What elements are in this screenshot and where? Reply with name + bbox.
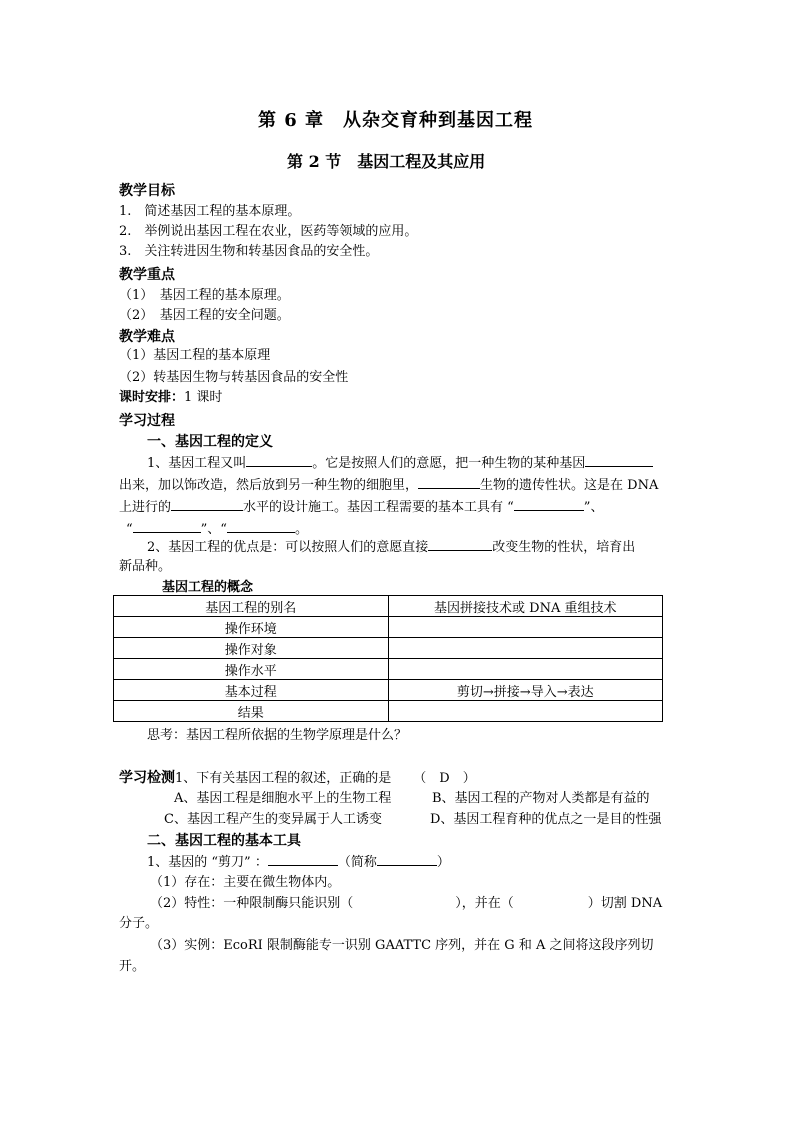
text-fragment: 改变生物的性状，培育出 xyxy=(492,540,636,555)
text-fragment: 上进行的 xyxy=(119,500,172,515)
part1-heading: 一、基因工程的定义 xyxy=(147,434,273,450)
option-c: C、基因工程产生的变异属于人工诱变 xyxy=(164,812,382,827)
page-title: 第 6 章 从杂交育种到基因工程 xyxy=(258,110,534,131)
text-fragment: （简称 xyxy=(337,855,377,870)
test-label: 学习检测 xyxy=(119,770,175,786)
table-row xyxy=(114,638,663,659)
section-title: 第 2 节 基因工程及其应用 xyxy=(287,152,486,171)
definition-line-2 xyxy=(119,474,658,497)
text-fragment: “ xyxy=(126,522,133,537)
text-fragment: 。它是按照人们的意愿，把一种生物的某种基因 xyxy=(312,456,586,471)
objective-item: 2. 举例说出基因工程在农业，医药等领域的应用。 xyxy=(119,224,418,239)
blank xyxy=(227,518,295,533)
concept-table xyxy=(113,595,663,722)
text-fragment: 1、基因工程又叫 xyxy=(147,456,247,471)
table-row xyxy=(114,680,663,701)
table-row xyxy=(114,596,663,617)
table-cell xyxy=(388,638,663,659)
objective-item: 3. 关注转进因生物和转基因食品的安全性。 xyxy=(119,244,379,259)
text-fragment: 出来，加以饰改造，然后放到另一种生物的细胞里， xyxy=(119,478,419,493)
blank xyxy=(428,536,492,551)
objective-item: 1. 简述基因工程的基本原理。 xyxy=(119,204,301,219)
test-question xyxy=(119,768,476,789)
blank xyxy=(585,452,653,467)
example-line-1: （3）实例：EcoRI 限制酶能专一识别 GAATTC 序列，并在 G 和 A 之间将这段序列切 xyxy=(150,938,654,953)
blank xyxy=(514,496,584,511)
think-question: 思考：基因工程所依据的生物学原理是什么？ xyxy=(147,728,408,743)
keypoint-item: （1） 基因工程的基本原理。 xyxy=(119,288,290,303)
part2-heading: 二、基因工程的基本工具 xyxy=(147,833,301,849)
definition-line-1 xyxy=(147,452,653,475)
objectives-heading: 教学目标 xyxy=(119,183,175,199)
option-a: A、基因工程是细胞水平上的生物工程 xyxy=(174,791,392,806)
table-cell xyxy=(388,659,663,680)
text-fragment: ）切割 DNA xyxy=(587,896,663,911)
text-fragment: ），并在（ xyxy=(455,896,514,911)
keypoints-heading: 教学重点 xyxy=(119,267,175,283)
blank xyxy=(133,518,201,533)
schedule-value: 1 课时 xyxy=(184,390,223,405)
answer-text: （ D ） xyxy=(413,771,476,786)
text-fragment: 。 xyxy=(294,522,308,537)
blank xyxy=(171,496,243,511)
table-cell: 基因拼接技术或 DNA 重组技术 xyxy=(388,596,663,617)
text-fragment: 1、基因的 “剪刀” ： xyxy=(147,855,268,870)
blank xyxy=(418,474,480,489)
table-row xyxy=(114,617,663,638)
table-row xyxy=(114,701,663,722)
advantage-line-2: 新品种。 xyxy=(119,559,172,574)
example-line-2: 开。 xyxy=(119,959,146,974)
text-fragment: （2）特性：一种限制酶只能识别（ xyxy=(150,896,354,911)
difficulty-item: （2）转基因生物与转基因食品的安全性 xyxy=(119,370,349,385)
table-cell: 操作环境 xyxy=(114,617,389,638)
difficulty-item: （1）基因工程的基本原理 xyxy=(119,348,271,363)
text-fragment: 水平的设计施工。基因工程需要的基本工具有 “ xyxy=(243,500,514,515)
blank xyxy=(377,851,437,866)
text-fragment: 2、基因工程的优点是：可以按照人们的意愿直接 xyxy=(147,540,429,555)
definition-line-3 xyxy=(119,496,603,519)
text-fragment: ”、“ xyxy=(200,522,227,537)
blank xyxy=(246,452,312,467)
feature-line-2: 分子。 xyxy=(119,916,159,931)
table-cell xyxy=(388,701,663,722)
table-cell: 剪切→拼接→导入→表达 xyxy=(388,680,663,701)
difficulties-heading: 教学难点 xyxy=(119,329,175,345)
schedule-label: 课时安排： xyxy=(119,390,185,405)
exist-line: （1）存在：主要在微生物体内。 xyxy=(150,875,341,890)
advantage-line-1 xyxy=(147,536,635,559)
text-fragment: 生物的遗传性状。这是在 DNA xyxy=(480,478,659,493)
table-cell: 结果 xyxy=(114,701,389,722)
concept-table-heading: 基因工程的概念 xyxy=(162,580,254,595)
text-fragment: ） xyxy=(436,855,450,870)
text-fragment: ”、 xyxy=(583,500,604,515)
feature-line-1 xyxy=(150,893,662,915)
option-d: D、基因工程育种的优点之一是目的性强 xyxy=(430,812,662,827)
keypoint-item: （2） 基因工程的安全问题。 xyxy=(119,308,290,323)
blank xyxy=(268,851,338,866)
table-row xyxy=(114,659,663,680)
schedule-line xyxy=(119,388,222,408)
table-cell xyxy=(388,617,663,638)
process-heading: 学习过程 xyxy=(119,413,175,429)
question-text: 1、下有关基因工程的叙述，正确的是 xyxy=(175,771,392,786)
table-cell: 基本过程 xyxy=(114,680,389,701)
scissors-line xyxy=(147,851,450,874)
table-cell: 操作对象 xyxy=(114,638,389,659)
table-cell: 基因工程的别名 xyxy=(114,596,389,617)
table-cell: 操作水平 xyxy=(114,659,389,680)
option-b: B、基因工程的产物对人类都是有益的 xyxy=(432,791,650,806)
